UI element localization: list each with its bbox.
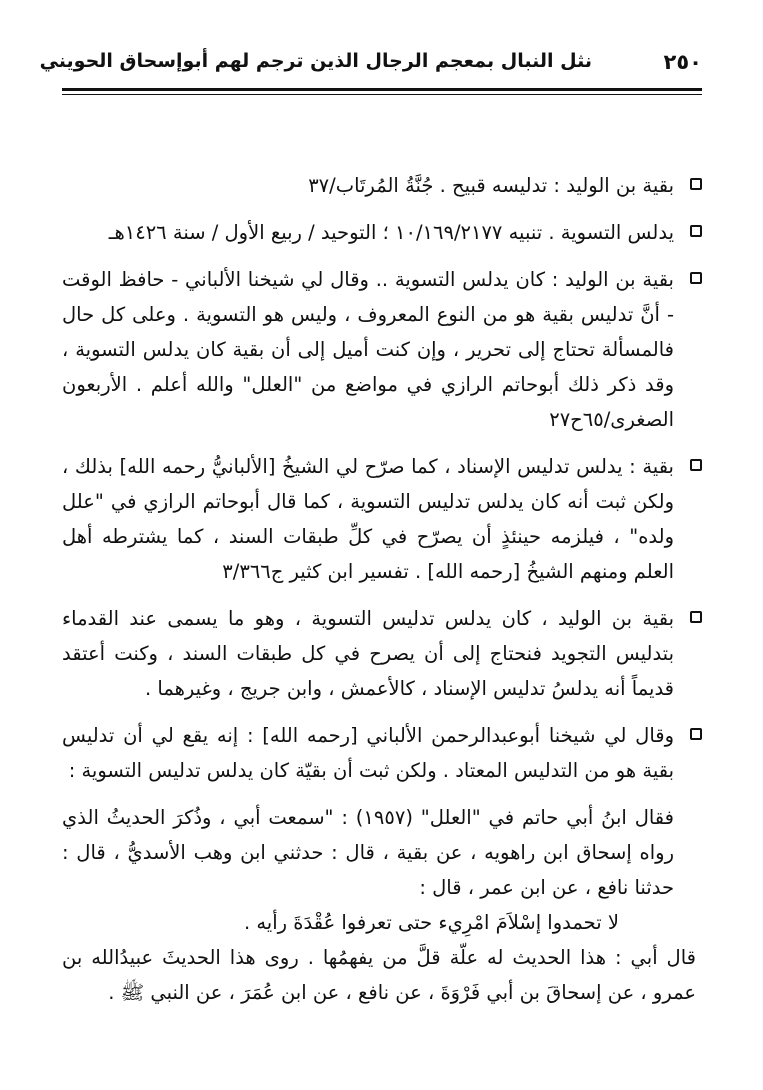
header-rule-thick	[62, 88, 702, 91]
page-number: ٢٥٠	[663, 50, 702, 74]
entry-2	[62, 215, 702, 250]
page-header	[39, 40, 702, 80]
entry-text: بقية بن الوليد : كان يدلس التسوية .. وقال لي شيخنا الألباني - حافظ الوقت - أنَّ تدليس بقية هو من النوع المعروف ، وليس هو التسوية . وعلى كل حال فالمسألة تحتاج إلى تحرير ، وإن كنت أميل إلى أن بقية كان يدلس التسوية ، وقد ذكر ذلك أبوحاتم الرازي في مواضع من "العلل" والله أعلم . الأربعون الصغرى/٦٥ح٢٧	[62, 268, 674, 431]
square-bullet-icon	[690, 728, 702, 740]
square-bullet-icon	[690, 225, 702, 237]
header-rule-thin	[62, 94, 702, 95]
running-title: نثل النبال بمعجم الرجال الذين ترجم لهم أبوإسحاق الحويني	[39, 50, 592, 72]
quote-closing: قال أبي : هذا الحديث له علّة قلَّ من يفهمُها . روى هذا الحديثَ عبيدُالله بن عمرو ، عن إسحاقَ بن أبي فَرْوَةَ ، عن نافع ، عن ابن عُمَرَ ، عن النبي ﷺ .	[62, 946, 696, 1004]
entry-text: يدلس التسوية . تنبيه ١٠/١٦٩/٢١٧٧ ؛ التوحيد / ربيع الأول / سنة ١٤٢٦هـ	[108, 221, 674, 244]
entry-text: بقية بن الوليد ، كان يدلس تدليس التسوية ، وهو ما يسمى عند القدماء بتدليس التجويد فنحتاج إلى أن يصرح في كل طبقات السند ، وكنت أعتقد قديماً أنه يدلسُ تدليس الإسناد ، كالأعمش ، وابن جريج ، وغيرهما .	[62, 607, 674, 700]
quote-intro: فقال ابنُ أبي حاتم في "العلل" (١٩٥٧) : "سمعت أبي ، وذُكرَ الحديثُ الذي رواه إسحاق ابن راهويه ، عن بقية ، قال : حدثني ابن وهب الأسديُّ ، قال : حدثنا نافع ، عن ابن عمر ، قال :	[62, 806, 674, 899]
entry-4	[62, 449, 702, 589]
square-bullet-icon	[690, 178, 702, 190]
hadith-text: لا تحمدوا إسْلاَمَ امْرِيء حتى تعرفوا عُقْدَةَ رأيه .	[243, 911, 619, 934]
entry-text: بقية بن الوليد : تدليسه قبيح . جُنَّةُ المُرتَاب/٣٧	[308, 174, 674, 197]
entry-text: وقال لي شيخنا أبوعبدالرحمن الألباني [رحمه الله] : إنه يقع لي أن تدليس بقية هو من التدليس المعتاد . ولكن ثبت أن بقيّة كان يدلس تدليس التسوية :	[62, 724, 674, 782]
page-body	[62, 168, 702, 1010]
entry-5	[62, 601, 702, 706]
entry-3	[62, 262, 702, 437]
entry-text: بقية : يدلس تدليس الإسناد ، كما صرّح لي الشيخُ [الألبانيُّ رحمه الله] بذلك ، ولكن ثبت أنه كان يدلس تدليس التسوية ، كما قال أبوحاتم الرازي في "علل ولده" ، فيلزمه حينئذٍ أن يصرّح في كلِّ طبقات السند ، كما يشترطه أهل العلم ومنهم الشيخُ [رحمه الله] . تفسير ابن كثير ج٣/٣٦٦	[62, 455, 674, 583]
square-bullet-icon	[690, 611, 702, 623]
entry-6	[62, 718, 702, 788]
square-bullet-icon	[690, 459, 702, 471]
quotation-block	[62, 800, 702, 940]
entry-1	[62, 168, 702, 203]
square-bullet-icon	[690, 272, 702, 284]
